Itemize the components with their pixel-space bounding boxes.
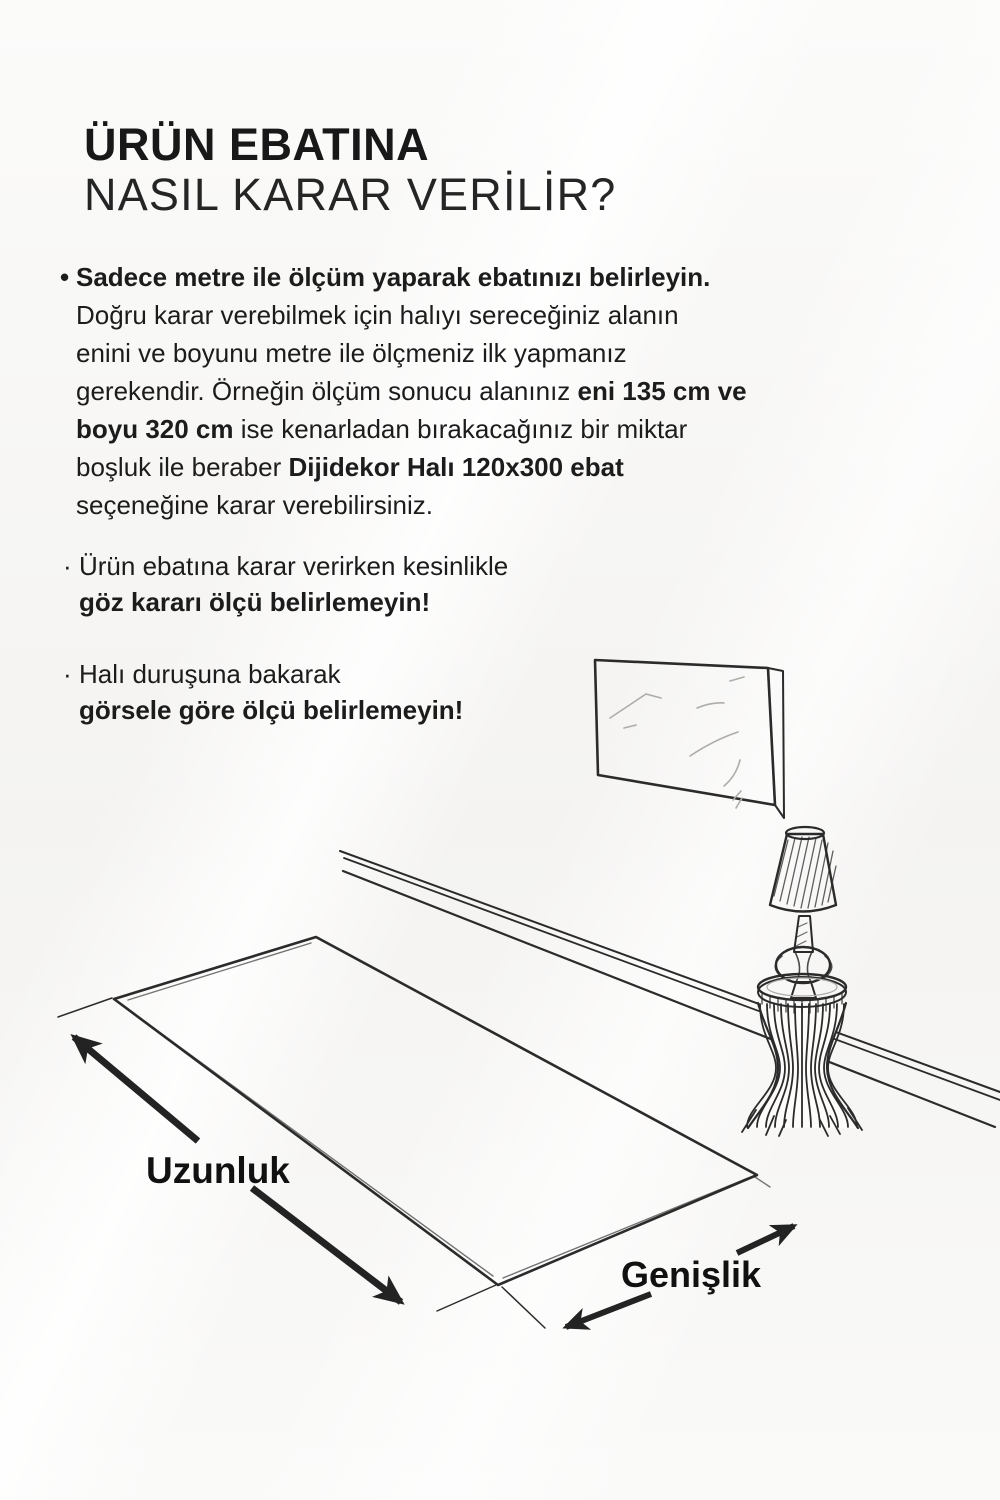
- title-line-2: NASIL KARAR VERİLİR?: [84, 169, 617, 220]
- length-extension-line: [437, 1285, 496, 1311]
- bullet-marker: •: [60, 262, 70, 292]
- bullet-marker: ·: [63, 659, 72, 689]
- bullet-text: Sadece metre ile ölçüm yaparak ebatınızı belirleyin. Doğru karar verebilmek için halıyı sereceğiniz alanın enini ve boyunu metre ile ölçmeniz ilk yapmanız gerekendir. Örneğin ölçüm sonucu alanınız eni 135 cm ve boyu 320 cm ise kenarladan bırakacağınız bir miktar boşluk ile beraber Dijidekor Halı 120x300 ebat seçeneğine karar verebilirsiniz.: [76, 262, 747, 520]
- bullet-measure-with-tape: [60, 258, 747, 524]
- width-extension-line: [502, 1287, 545, 1328]
- bullet-text: Halı duruşuna bakarak görsele göre ölçü belirlemeyin!: [79, 659, 464, 725]
- bullet-marker: ·: [63, 551, 72, 581]
- length-extension-line: [58, 998, 112, 1017]
- wall-baseboard-lines: [340, 851, 1000, 1127]
- title-line-1: ÜRÜN EBATINA: [84, 119, 430, 170]
- bullet-no-guessing: [63, 548, 508, 620]
- picture-frame: [595, 660, 784, 818]
- room-sketch-illustration: [0, 640, 1000, 1500]
- rug-sketch-doubling: [121, 943, 770, 1278]
- width-label: Genişlik: [621, 1254, 762, 1295]
- length-label: Uzunluk: [146, 1150, 290, 1191]
- page-title: [84, 120, 617, 220]
- bullet-text: Ürün ebatına karar verirken kesinlikle göz kararı ölçü belirlemeyin!: [79, 551, 509, 617]
- rug: [114, 937, 770, 1285]
- table-lamp: [770, 827, 836, 998]
